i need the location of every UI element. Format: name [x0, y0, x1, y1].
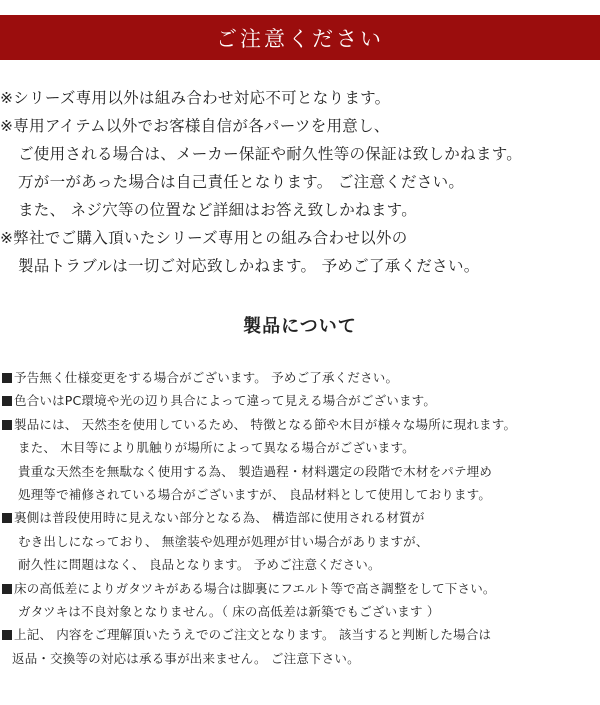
- product-info-text: 上記、 内容をご理解頂いたうえでのご注文となります。 該当すると判断した場合は: [14, 627, 492, 643]
- bullet-icon: [2, 630, 12, 640]
- notice-line: 製品トラブルは一切ご対応致しかねます。 予めご了承ください。: [18, 257, 480, 275]
- notice-line: ※弊社でご購入頂いたシリーズ専用との組み合わせ以外の: [0, 229, 408, 247]
- notice-line: また、 ネジ穴等の位置など詳細はお答え致しかねます。: [18, 201, 417, 219]
- notice-banner: [0, 15, 600, 60]
- product-info-item: [2, 577, 598, 600]
- bullet-icon: [2, 513, 12, 523]
- product-info-text: 予告無く仕様変更をする場合がございます。 予めご了承ください。: [14, 370, 399, 385]
- notice-line: 万が一があった場合は自己責任となります。 ご注意ください。: [18, 173, 465, 191]
- product-info-list: [2, 366, 598, 670]
- product-info-item: [2, 623, 598, 646]
- product-info-continuation: むき出しになっており、 無塗装や処理が処理が甘い場合がありますが、: [18, 533, 429, 549]
- banner-title: ご注意ください: [216, 26, 384, 51]
- notice-line: ご使用される場合は、メーカー保証や耐久性等の保証は致しかねます。: [18, 145, 523, 163]
- product-info-text: 色合いはPC環境や光の辺り具合によって違って見える場合がございます。: [14, 393, 437, 409]
- product-info-text: 製品には、 天然杢を使用しているため、 特徴となる節や木目が様々な場所に現れます。: [14, 416, 517, 432]
- product-info-text: 床の高低差によりガタツキがある場合は脚裏にフエルト等で高さ調整をして下さい。: [14, 580, 496, 596]
- product-section-title: 製品について: [243, 316, 357, 337]
- product-info-item: [2, 506, 598, 529]
- product-info-continuation: 貴重な天然杢を無駄なく使用する為、 製造過程・材料選定の段階で木材をパテ埋め: [18, 463, 493, 479]
- bullet-icon: [2, 396, 12, 406]
- notice-list: [0, 84, 600, 280]
- bullet-icon: [2, 373, 12, 383]
- product-info-item: [2, 413, 598, 436]
- product-info-item: [2, 389, 598, 412]
- product-info-continuation: ガタツキは不良対象となりません。（ 床の高低差は新築でもございます ）: [18, 603, 440, 619]
- bullet-icon: [2, 584, 12, 594]
- product-info-continuation: 返品・交換等の対応は承る事が出来ません。 ご注意下さい。: [12, 650, 360, 666]
- product-info-item: [2, 366, 598, 389]
- product-info-continuation: 耐久性に問題はなく、 良品となります。 予めご注意ください。: [18, 557, 381, 573]
- bullet-icon: [2, 420, 12, 430]
- notice-line: ※シリーズ専用以外は組み合わせ対応不可となります。: [0, 89, 391, 107]
- notice-line: ※専用アイテム以外でお客様自信が各パーツを用意し、: [0, 117, 390, 135]
- product-info-continuation: 処理等で補修されている場合がございますが、 良品材料として使用しております。: [18, 486, 492, 502]
- product-info-continuation: また、 木目等により肌触りが場所によって異なる場合がございます。: [18, 440, 415, 456]
- product-info-text: 裏側は普段使用時に見えない部分となる為、 構造部に使用される材質が: [14, 510, 425, 526]
